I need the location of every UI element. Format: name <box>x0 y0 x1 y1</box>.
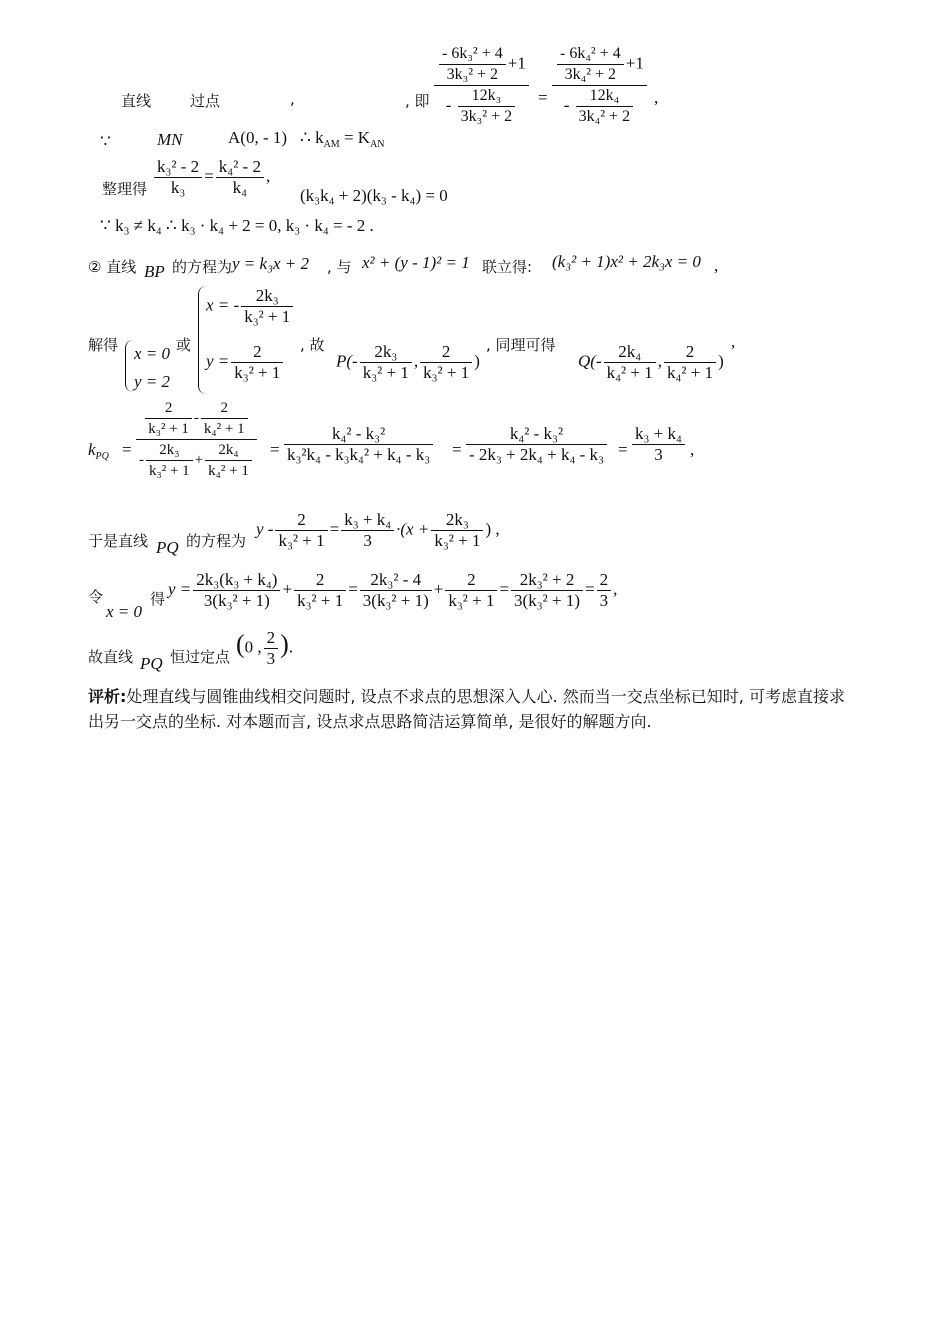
product-equation: (k₃k₄ + 2)(k₃ - k₄) = 0 <box>300 186 448 205</box>
label-mn: MN <box>157 130 183 149</box>
text-fangcheng: 的方程为 <box>186 532 247 550</box>
equation-lhs <box>432 44 531 127</box>
text-zhengli: 整理得 <box>102 180 148 198</box>
because-symbol: ∵ <box>100 132 111 151</box>
point-q: Q(- $\frac{\text{2k₄}}{\text{k₄² + 1}}$ , $\frac{2}{\text{k₄² + 1}}$ ) <box>578 342 724 382</box>
equals-sign: = <box>270 440 280 459</box>
kpq-fraction-2: $\frac{\text{k₄² - k₃²}}{\text{k₃²k₄ - k₃k₄² + k₄ - k₃}}$ <box>282 424 435 465</box>
line-bp-equation: y = k₃x + 2 <box>232 254 309 273</box>
frac-den: 3k₃² + 2 <box>446 66 499 83</box>
line-pq-equation: y - $\frac{2}{\text{k₃² + 1}}$ = $\frac{\text{k₃ + k₄}}{3}$ ·(x + $\frac{\text{2k₃}}{\text{k₃² + 1}}$ ) , <box>256 510 500 550</box>
solution-y2: y = 2 <box>134 372 171 391</box>
plus-one: +1 <box>507 53 526 73</box>
text-zhixian: 直线 <box>121 92 152 110</box>
conclusion-k3k4: ∵ k₃ ≠ k₄ ∴ k₃ · k₄ + 2 = 0, k₃ · k₄ = - 2 . <box>100 216 374 235</box>
quadratic-result: (k₃² + 1)x² + 2k₃x = 0 <box>552 252 701 271</box>
text-end: , <box>690 440 695 459</box>
text-ling: 令 <box>88 588 104 606</box>
comment-paragraph <box>88 684 858 734</box>
text-ji: , 即 <box>405 92 430 110</box>
frac-den: 3k₄² + 2 <box>578 108 631 125</box>
condition-x0: x = 0 <box>106 602 143 621</box>
equals-sign: = <box>618 440 628 459</box>
frac-num: 12k₃ <box>458 86 515 107</box>
text-end: , <box>731 332 736 351</box>
equals-sign: = <box>538 88 548 107</box>
label-pq: PQ <box>156 538 179 557</box>
solution-y: y = $\frac{2}{\text{k₃² + 1}}$ <box>206 342 285 383</box>
text-huo: 或 <box>176 336 192 354</box>
comment-colon: : <box>120 687 127 706</box>
kpq-fraction-1: $\frac{2}{\text{k₃² + 1}}$ - $\frac{2}{\text{k₄² + 1}}$ - $\frac{\text{2k₃}}{\text{k₃² + 1}}$ + $\frac{\text{2k₄}}{\text{k₄² + 1}}$ <box>134 398 259 481</box>
minus-sign: - <box>445 95 452 115</box>
text-guzhixian: 故直线 <box>88 648 134 666</box>
equals-sign: = <box>122 440 132 459</box>
text-circle-two: ② 直线 <box>88 258 137 276</box>
text-hengguo: 恒过定点 <box>170 648 231 666</box>
minus-sign: - <box>563 95 570 115</box>
solution-x: x = - $\frac{\text{2k₃}}{\text{k₃² + 1}}$ <box>206 286 295 327</box>
text-end: , <box>714 256 719 275</box>
solution-x0: x = 0 <box>134 344 171 363</box>
frac-den: 3k₄² + 2 <box>564 66 617 83</box>
text-yushi: 于是直线 <box>88 532 149 550</box>
text-yu: , 与 <box>327 258 352 276</box>
frac-num: 12k₄ <box>576 86 633 107</box>
equation-rhs <box>550 44 649 127</box>
text-guodian: 过点 <box>190 92 221 110</box>
text-lianli: 联立得: <box>482 258 533 276</box>
label-bp: BP <box>144 262 165 281</box>
point-a: A(0, - 1) <box>228 128 288 147</box>
slope-equality: ∴ $k_{AM} = K_{AN}$ <box>300 128 385 150</box>
text-end-comma: , <box>654 88 659 107</box>
label-pq: PQ <box>140 654 163 673</box>
slope-kpq: $k_{PQ}$ <box>88 440 109 462</box>
text-de: 得 <box>150 590 166 608</box>
frac-num: - 6k₃² + 4 <box>439 44 506 65</box>
kpq-fraction-4: $\frac{\text{k₃ + k₄}}{3}$ <box>630 424 687 465</box>
kpq-fraction-3: $\frac{\text{k₄² - k₃²}}{\text{- 2k₃ + 2k₄ + k₄ - k₃}}$ <box>464 424 609 465</box>
text-jiede: 解得 <box>88 336 119 354</box>
equation-simplified: $\frac{\text{k₃² - 2}}{\text{k₃}}$ = $\frac{\text{k₄² - 2}}{\text{k₄}}$ , <box>152 157 270 198</box>
comment-label: 评析 <box>88 687 121 706</box>
text-comma: , <box>290 90 295 108</box>
comment-text: 处理直线与圆锥曲线相交问题时, 设点不求点的思想深入人心. 然而当一交点坐标已知时, 可考虑直接求出另一交点的坐标. 对本题而言, 设点求点思路简洁运算简单, 是很好的解题方向. <box>88 687 845 731</box>
text-tongli: , 同理可得 <box>486 336 556 354</box>
plus-one: +1 <box>625 53 644 73</box>
circle-equation: x² + (y - 1)² = 1 <box>362 253 470 272</box>
frac-den: 3k₃² + 2 <box>460 108 513 125</box>
frac-num: - 6k₄² + 4 <box>557 44 624 65</box>
point-p: P(- $\frac{\text{2k₃}}{\text{k₃² + 1}}$ , $\frac{2}{\text{k₃² + 1}}$ ) <box>336 342 480 382</box>
y-intercept-calc: y = $\frac{\text{2k₃(k₃ + k₄)}}{\text{3(k₃² + 1)}}$ + $\frac{2}{\text{k₃² + 1}}$ = $\frac{\text{2k₃² - 4}}{\text{3(k₃² + 1)}}$ + $\frac{2}{\text{k₃² + 1}}$ = $\frac{\text{2k₃² + 2}}{\text{3(k₃² + 1)}}$ = $\frac{2}{3}$ , <box>168 570 618 610</box>
text-fangcheng: 的方程为 <box>172 258 233 276</box>
text-gu: , 故 <box>300 336 325 354</box>
brace-left <box>125 340 134 392</box>
fixed-point: (0 , $\frac{2}{3}$ ). <box>236 628 294 668</box>
equals-sign: = <box>452 440 462 459</box>
